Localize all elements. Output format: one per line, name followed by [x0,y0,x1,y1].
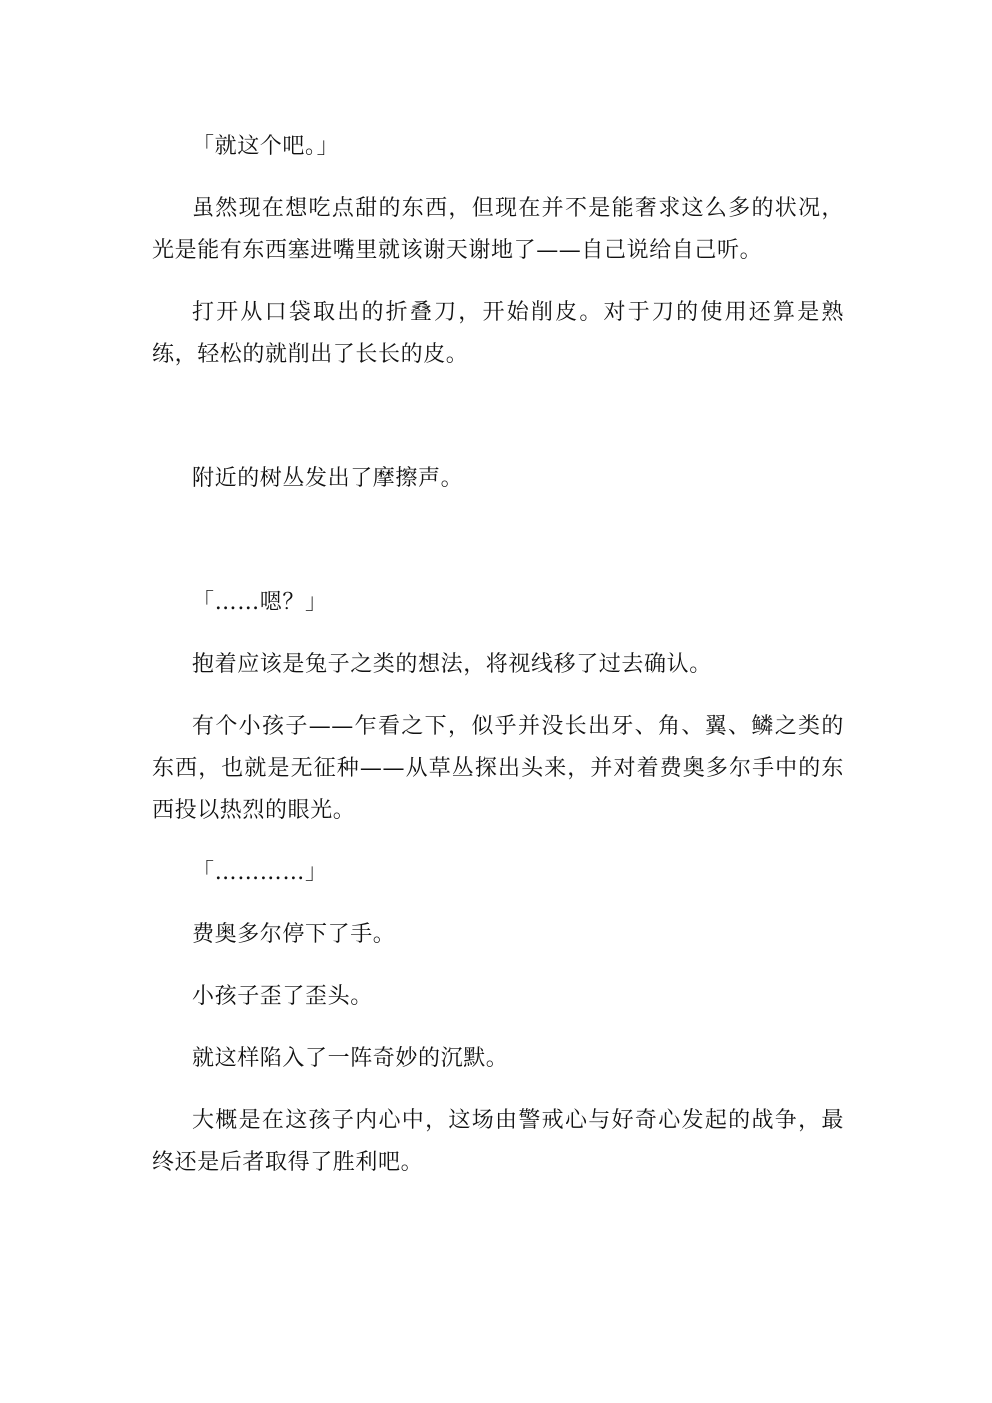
paragraph: 「就这个吧。」 [192,134,340,159]
paragraph: 「…………」 [192,860,328,885]
paragraph: 虽然现在想吃点甜的东西，但现在并不是能奢求这么多的状况，光是能有东西塞进嘴里就该谢天谢地了——自己说给自己听。 [152,196,844,263]
paragraph: 费奥多尔停下了手。 [192,922,396,947]
document-page [152,126,844,1204]
paragraph: 附近的树丛发出了摩擦声。 [192,466,464,491]
paragraph: 「……嗯？」 [192,590,328,615]
paragraph: 就这样陷入了一阵奇妙的沉默。 [192,1046,509,1071]
paragraph: 有个小孩子——乍看之下，似乎并没长出牙、角、翼、鳞之类的东西，也就是无征种——从草丛探出头来，并对着费奥多尔手中的东西投以热烈的眼光。 [152,714,844,823]
section-gap [152,520,844,582]
paragraph: 打开从口袋取出的折叠刀，开始削皮。对于刀的使用还算是熟练，轻松的就削出了长长的皮。 [152,300,844,367]
paragraph: 大概是在这孩子内心中，这场由警戒心与好奇心发起的战争，最终还是后者取得了胜利吧。 [152,1108,844,1175]
paragraph: 抱着应该是兔子之类的想法，将视线移了过去确认。 [192,652,712,677]
paragraph: 小孩子歪了歪头。 [192,984,373,1009]
section-gap [152,396,844,458]
